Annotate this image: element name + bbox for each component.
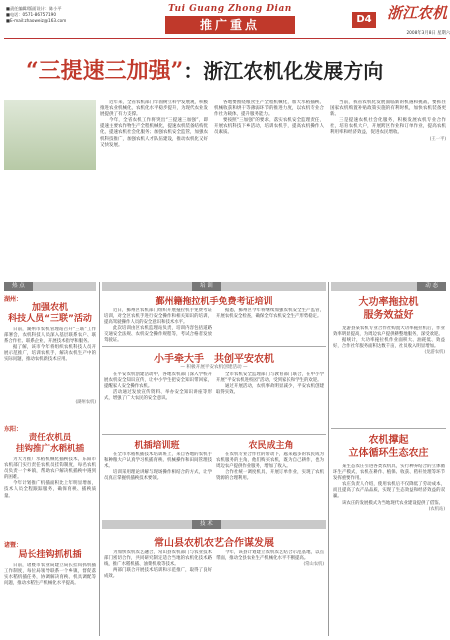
lead-col-1 xyxy=(100,100,208,280)
lead-para: 当前，我省农机化发展面临新的机遇和挑战，要抓住国家农机购置补贴政策实施的有利时机，加快农机装备更新。 xyxy=(330,100,446,118)
article-para: 今年计划推广机插面积比上年明显增加，技术人员全程跟踪服务，确保育秧、插秧质量。 xyxy=(4,481,96,499)
article-subtitle: — 积极开展平安农机创建活动 — xyxy=(180,365,248,370)
article-para: 农庄负责人介绍，使用农机后不仅降低了劳动成本，而且提高了农产品品质，实现了生态效益和经济效益的双赢。 xyxy=(333,482,445,500)
section-bar-tech xyxy=(102,520,326,529)
article-title: 农机撑起 立体循环生态农庄 xyxy=(348,435,429,459)
email-line: ■E-mail:zhaoweiz@163.com xyxy=(6,18,67,23)
newspaper-logo: 浙江农机 xyxy=(386,4,447,22)
article-para: 在平安农机创建活动中，各地农机部门深入学校开展农机安全知识宣传，让中小学生把安全知识带回家，提醒家人安全操作农机。 xyxy=(104,372,212,390)
article-para: 合作社统一调度机具，开展订单作业，实现了农机资源的合理利用。 xyxy=(216,470,324,482)
article-body xyxy=(104,308,212,344)
separator xyxy=(102,434,326,435)
article-dongyang xyxy=(4,424,96,549)
article-para: 日前，湖州市农机管理站召开“三联”工作部署会，农机科技人员深入基层联系农户、联系合作社、联系企业，开展技术指导和服务。 xyxy=(4,327,96,345)
article-title: 常山县农机农艺合作谋发展 xyxy=(154,538,274,549)
lead-para: 三是提速农机社会化服务，积极发展农机专业合作社，培育农机大户，开展跨区作业和订单作业，提高农机利用率和经济效益，促进农民增收。 xyxy=(330,118,446,136)
separator xyxy=(102,346,326,347)
article-body xyxy=(4,327,96,399)
section-bar-training xyxy=(102,282,326,291)
column-divider xyxy=(99,282,100,636)
column-divider xyxy=(328,282,329,636)
article-para: 日前，诸暨市农业局建立局长挂钩抓机插工作制度，每位局领导联系一个乡镇，督促落实水稻机插任务，协调解决育秧、机具调配等问题，推动水稻生产机械化水平提高。 xyxy=(4,563,96,587)
article-para: 该农庄的发展模式为当地现代农业建设提供了借鉴。 xyxy=(342,500,443,506)
article-title: 农民成主角 xyxy=(248,441,294,451)
article-title: 局长挂钩抓机插 xyxy=(18,550,82,560)
article-para: 据悉，鄞州区今年将继续加强农机安全生产监管，开展农机安全检查，确保全年农机安全生产形势稳定。 xyxy=(216,308,324,320)
article-location: 东阳： xyxy=(4,426,23,433)
article-para: 某生态农庄引进各类农机具，实行种养结合的立体循环生产模式，农机在耕作、植保、收获、秸秆处理等环节发挥重要作用。 xyxy=(333,464,445,482)
article-para: 全市农机安全监理部门与教育部门联合，在中小学开展“平安农机进校园”活动，受到家长和学生的欢迎。 xyxy=(216,372,324,384)
article-body xyxy=(216,308,324,344)
article-para: 在全市水稻机插技术培训班上，来自各地的农机手和种粮大户认真学习机插育秧、机械操作和田间管理技术。 xyxy=(104,452,212,470)
article-body xyxy=(216,550,324,636)
lead-col-2 xyxy=(214,100,324,280)
section-label: 技 术 xyxy=(192,520,221,529)
section-bar-hot xyxy=(4,282,96,291)
article-title: 责任农机员 挂钩推广水稻机插 xyxy=(15,433,84,454)
article-zhuji xyxy=(4,540,96,640)
article-para: 龙游县某农机专业合作社购置大功率拖拉机后，作业效率明显提高，为周边农户提供耕整地服务，深受欢迎。 xyxy=(333,326,445,338)
article-para: 近日，鄞州区农机部门组织开展拖拉机手免费考证培训，对全区农机手进行安全操作和相关知识的培训，提高驾驶操作人员的安全意识和技术水平。 xyxy=(104,308,212,326)
lead-para: 今年，全省农机工作将突出“三提速三加强”，即提速主要农作物生产全程机械化，提速农机装备结构优化，提速农机社会化服务；加强农机安全监管，加强农机科技推广，加强农机人才队伍建设，推动农机化又好又快发展。 xyxy=(100,118,208,148)
article-body xyxy=(4,457,96,549)
article-para: 今年，该县计划建立农机农艺结合示范基地，以点带面，推动全县农业生产机械化水平不断提高。 xyxy=(216,550,324,562)
article-body xyxy=(104,452,212,512)
article-para: 此次培训由区农机监理站负责，培训内容包括道路交通安全法规、农机安全操作规程等，考试合格者发放驾驶证。 xyxy=(104,326,212,344)
phone-line: ■电话：0571-86757190 xyxy=(6,12,57,17)
section-label: 动 态 xyxy=(417,282,446,291)
article-title: 大功率拖拉机 服务效益好 xyxy=(358,297,419,321)
lead-para: 近年来，全省农机部门牢固树立科学发展观，积极推进农业机械化，农机化水平稳步提升，为现代农业发展提供了有力支撑。 xyxy=(100,100,208,118)
article-para: 活动通过发放宣传资料、举办安全知识讲座等形式，增强了广大农民的安全意识。 xyxy=(104,390,212,402)
article-title: 鄞州籍拖拉机手免费考证培训 xyxy=(155,297,273,307)
section-bar-news xyxy=(331,282,446,291)
article-body xyxy=(216,452,324,512)
headline-quote: “三提速三加强” xyxy=(26,58,184,84)
lead-para: 各地要围绕粮食生产全程机械化，加大水稻插秧、机械收获和烘干等薄弱环节的推进力度，以农机专业合作社为载体，提升服务能力。 xyxy=(214,100,324,118)
page-number: D4 xyxy=(352,12,376,28)
article-huzhou xyxy=(4,294,96,405)
section-label: 热 点 xyxy=(4,282,33,291)
article-byline: (湖州农机) xyxy=(75,400,96,405)
article-para: 为大力推广水稻机械化插秧技术，东阳市农机部门实行责任农机员挂钩制度，每名农机员负责一个乡镇，帮助农户解决机插秧中遇到的困难。 xyxy=(4,457,96,481)
separator xyxy=(331,428,446,429)
article-body xyxy=(216,372,324,432)
article-body xyxy=(333,464,445,636)
article-body xyxy=(104,550,212,636)
section-label: 培 训 xyxy=(192,282,221,291)
article-para: 两部门联合开展技术培训和示范推广，取得了良好成效。 xyxy=(104,568,212,580)
lead-col-3 xyxy=(330,100,446,280)
article-byline: (常山农机) xyxy=(303,562,324,568)
article-body xyxy=(104,372,212,432)
article-para: 培训采用理论讲解与现场操作相结合的方式，让学员真正掌握机插秧技术要领。 xyxy=(104,470,212,482)
issue-date: 2008年3月8日 星期六 xyxy=(406,31,450,36)
lead-photo xyxy=(4,100,96,170)
section-title: 推广重点 xyxy=(165,16,295,34)
article-byline: (龙游农机) xyxy=(424,350,445,356)
article-para: 据了解，该市今年将组织农机科技人员开展示范推广，培训农机手，解决农机生产中的实际问题，推动农机新技术应用。 xyxy=(4,345,96,363)
article-title: 加强农机 科技人员“三联”活动 xyxy=(8,303,92,324)
lead-para: 要按照“三加强”的要求，落实农机安全监理责任，开展农机科技下乡活动，培训农机手，提高农机操作人员素质。 xyxy=(214,118,324,136)
article-para: 在农机专业合作社的带动下，越来越多的农民成为农机服务的主角，他们购买农机，既为自己耕作，也为周边农户提供作业服务，增加了收入。 xyxy=(216,452,324,470)
article-byline: (农机站) xyxy=(428,506,445,512)
article-body xyxy=(333,326,445,424)
editor-line: ■责任编辑/版面设计：陈小平 xyxy=(6,6,62,11)
masthead-info xyxy=(6,6,106,24)
brand-english: Tui Guang Zhong Dian xyxy=(168,4,292,14)
article-location: 湖州： xyxy=(4,296,23,303)
headline-rest: ：浙江农机化发展方向 xyxy=(183,59,384,83)
masthead-rule xyxy=(4,38,446,39)
article-title: 小手牵大手 共创平安农机 xyxy=(154,354,274,365)
article-para: 为加快农机农艺融合，常山县农机部门与农业技术部门密切合作，共同研究制定适合当地的农机化技术路线，推广水稻机插、油菜机收等技术。 xyxy=(104,550,212,568)
article-body xyxy=(4,563,96,640)
lead-byline: (王一平) xyxy=(429,136,446,142)
article-location: 诸暨： xyxy=(4,542,23,549)
article-para: 据统计，大功率拖拉机作业面积大、油耗低、效益好，合作社年服务面积达数千亩，社员收入明显增加。 xyxy=(333,338,445,350)
article-para: 通过开展活动，农机事故明显减少，平安农机创建取得实效。 xyxy=(216,384,324,396)
article-title: 机插培训班 xyxy=(134,441,180,451)
